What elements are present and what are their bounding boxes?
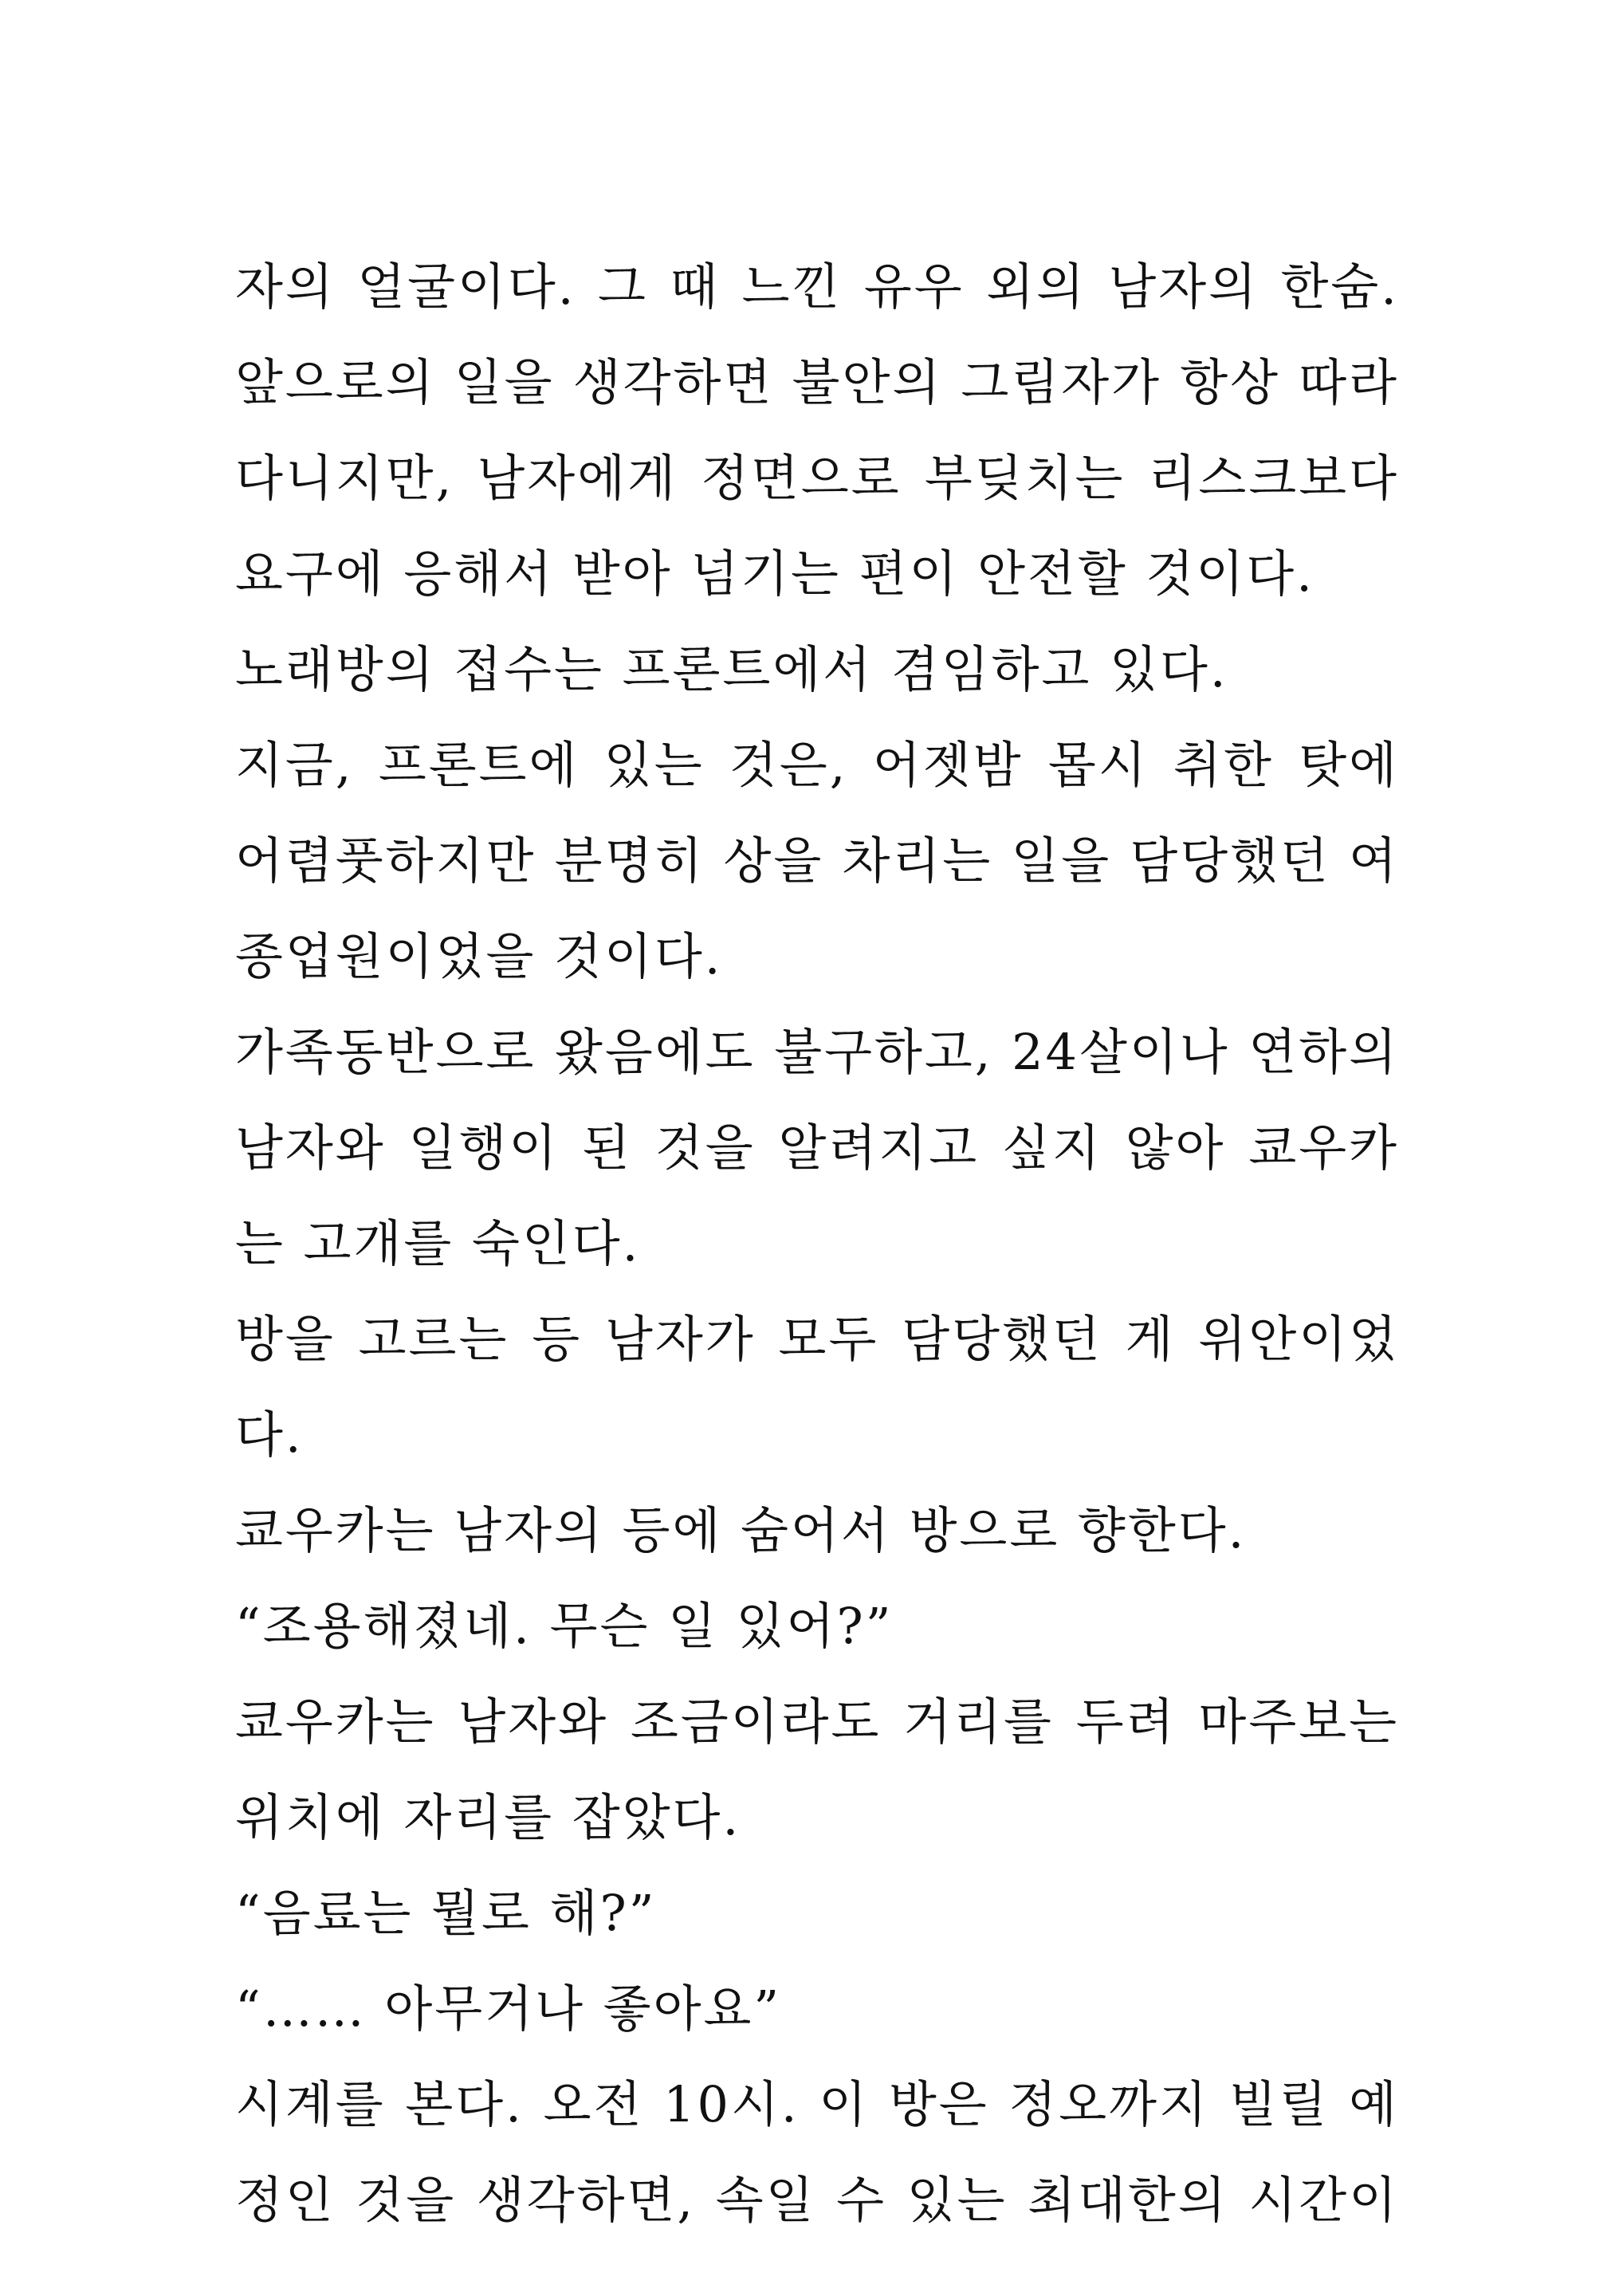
text-line-3: 다니지만, 남자에게 정면으로 부딪치는 리스크보다 [235,449,1399,507]
text-line-20: 시계를 본다. 오전 10시. 이 방은 정오까지 빌릴 예 [235,2075,1399,2133]
text-line-18: “음료는 뭘로 해?” [235,1884,657,1942]
text-line-17: 위치에 자리를 잡았다. [235,1788,741,1846]
text-line-21: 정인 것을 생각하면, 속일 수 있는 최대한의 시간이 [235,2171,1399,2229]
text-line-6: 지금, 프론트에 있는 것은, 어젯밤 몹시 취한 탓에 [235,736,1399,794]
text-line-8: 종업원이었을 것이다. [235,927,723,985]
text-line-9: 가족동반으로 왔음에도 불구하고, 24살이나 연하의 [235,1023,1399,1081]
text-line-16: 쿄우카는 남자와 조금이라도 거리를 두려 마주보는 [235,1693,1399,1751]
text-line-7: 어렴풋하지만 분명히 상을 차리는 일을 담당했던 여 [235,832,1399,890]
text-line-11: 는 고개를 숙인다. [235,1214,641,1272]
text-line-1: 자의 얼굴이다. 그 때 느낀 유우 외의 남자의 한숨. [235,258,1399,316]
text-line-13: 다. [235,1406,304,1464]
text-line-15: “조용해졌네. 무슨 일 있어?” [235,1597,894,1655]
text-line-5: 노래방의 접수는 프론트에서 겸임하고 있다. [235,640,1228,698]
text-line-14: 쿄우카는 남자의 등에 숨어서 방으로 향한다. [235,1501,1247,1559]
text-line-4: 요구에 응해서 받아 넘기는 편이 안전할 것이다. [235,545,1315,603]
text-line-19: “…… 아무거나 좋아요” [235,1980,782,2038]
text-line-2: 앞으로의 일을 생각하면 불안의 그림자가 항상 따라 [235,353,1399,411]
body-text [235,239,1399,2248]
text-line-12: 방을 고르는 등 남자가 모두 담당했던 게 위안이었 [235,1310,1399,1368]
text-line-10: 남자와 일행이 된 것을 알려지고 싶지 않아 쿄우카 [235,1119,1399,1177]
